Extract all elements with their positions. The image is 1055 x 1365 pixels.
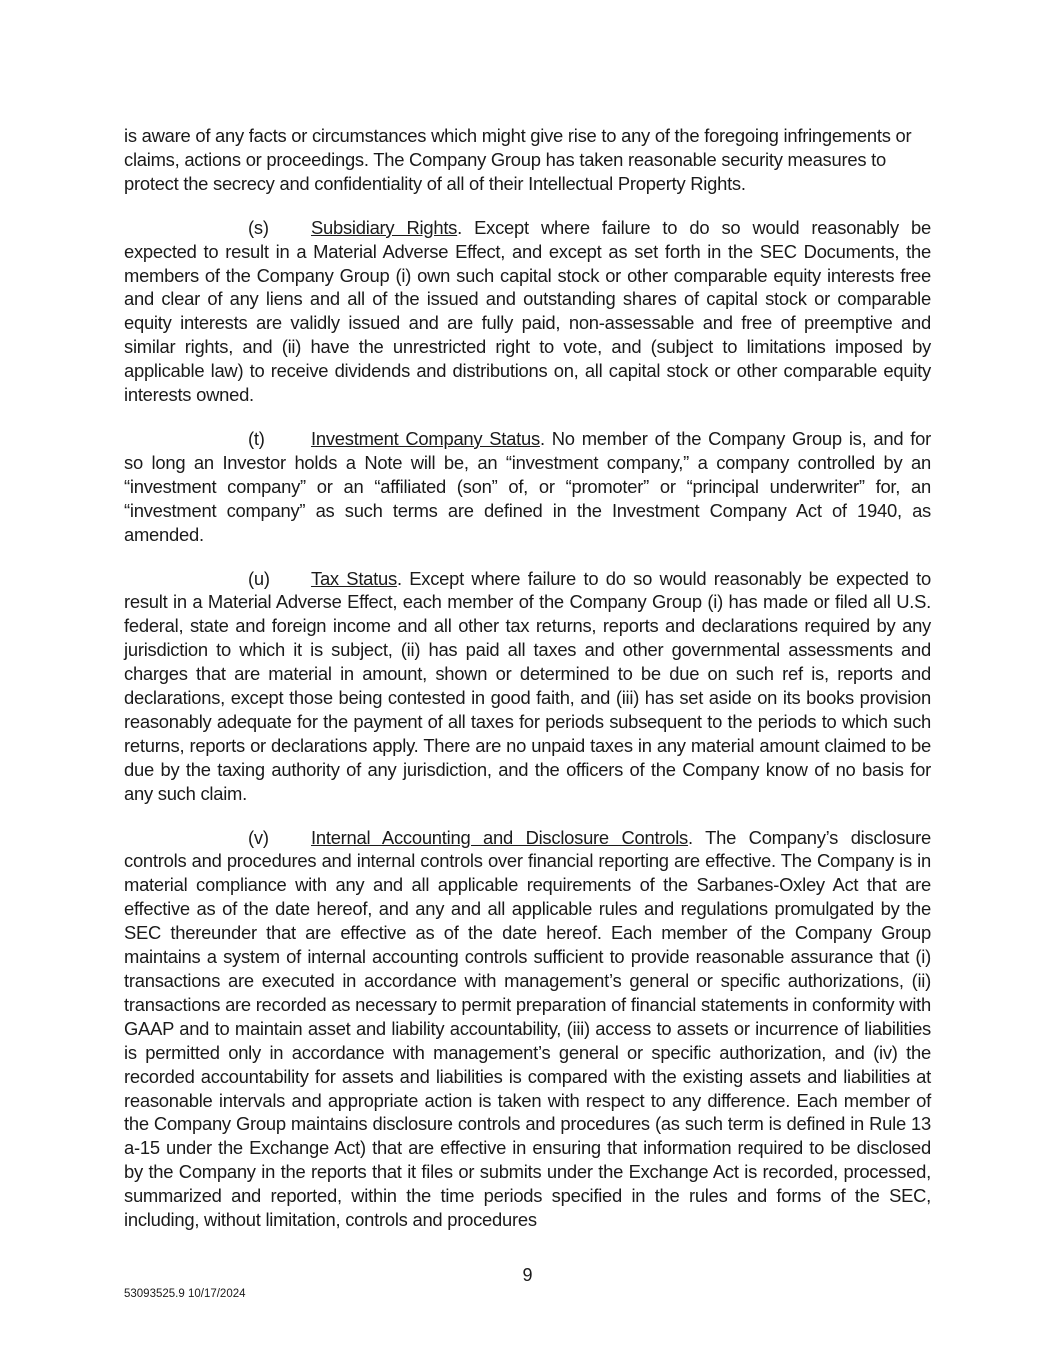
section-heading: Internal Accounting and Disclosure Controls [311,826,688,848]
section-t-paragraph [124,427,931,547]
page-number: 9 [522,1265,533,1285]
section-number: (t) [248,427,265,449]
section-heading: Tax Status [311,567,397,589]
section-number: (v) [248,826,269,848]
section-text: . The Company’s disclosure controls and procedures and internal controls over financial reporting are effective. The Company is in material compliance with any and all applicable requirements of the Sarbanes-Oxley Act that are effective as of the date hereof, and any and all applicable rules and regulations promulgated by the SEC thereunder that are effective as of the date hereof. Each member of the Company Group maintains a system of internal accounting controls sufficient to provide reasonable assurance that (i) transactions are executed in accordance with management’s general or specific authorizations, (ii) transactions are recorded as necessary to permit preparation of financial statements in conformity with GAAP and to maintain asset and liability accountability, (iii) access to assets or incurrence of liabilities is permitted only in accordance with management’s general or specific authorization, and (iv) the recorded accountability for assets and liabilities is compared with the existing assets and liabilities at reasonable intervals and appropriate action is taken with respect to any difference. Each member of the Company Group maintains disclosure controls and procedures (as such term is defined in Rule 13 a-15 under the Exchange Act) that are effective in ensuring that information required to be disclosed by the Company in the reports that it files or submits under the Exchange Act is recorded, processed, summarized and reported, within the time periods specified in the rules and forms of the SEC, including, without limitation, controls and procedures [124,826,931,1231]
continuation-paragraph: is aware of any facts or circumstances which might give rise to any of the foregoing infringements or claims, actions or proceedings. The Company Group has taken reasonable security measures to protect the secrecy and confidentiality of all of their Intellectual Property Rights. [124,125,912,194]
document-body [124,124,931,1252]
section-number: (s) [248,216,269,238]
section-s-paragraph [124,216,931,407]
document-id-footer: 53093525.9 10/17/2024 [124,1288,246,1300]
section-u-paragraph [124,567,931,806]
section-heading: Subsidiary Rights [311,216,458,238]
section-text: . No member of the Company Group is, and for so long an Investor holds a Note will be, an “investment company,” a company controlled by an “investment company” or an “affiliated (son” of, or “promoter” or “principal underwriter” for, an “investment company” as such terms are defined in the Investment Company Act of 1940, as amended. [124,427,932,545]
section-heading: Investment Company Status [311,427,540,449]
section-text: . Except where failure to do so would reasonably be expected to result in a Material Adverse Effect, each member of the Company Group (i) has made or filed all U.S. federal, state and foreign income and all other tax returns, reports and declarations required by any jurisdiction to which it is subject, (ii) has paid all taxes and other governmental assessments and charges that are material in amount, shown or determined to be due on such ref is, reports and declarations, except those being contested in good faith, and (iii) has set aside on its books provision reasonably adequate for the payment of all taxes for periods subsequent to the periods to which such returns, reports or declarations apply. There are no unpaid taxes in any material amount claimed to be due by the taxing authority of any jurisdiction, and the officers of the Company know of no basis for any such claim. [124,567,931,804]
section-text: . Except where failure to do so would reasonably be expected to result in a Material Adverse Effect, and except as set forth in the SEC Documents, the members of the Company Group (i) own such capital stock or other comparable equity interests free and clear of any liens and all of the issued and outstanding shares of capital stock or comparable equity interests are validly issued and are fully paid, non-assessable and free of preemptive and similar rights, and (ii) have the unrestricted right to vote, and (subject to limitations imposed by applicable law) to receive dividends and distributions on, all capital stock or other comparable equity interests owned. [124,216,931,406]
section-number: (u) [248,567,270,589]
section-v-paragraph [124,826,931,1232]
